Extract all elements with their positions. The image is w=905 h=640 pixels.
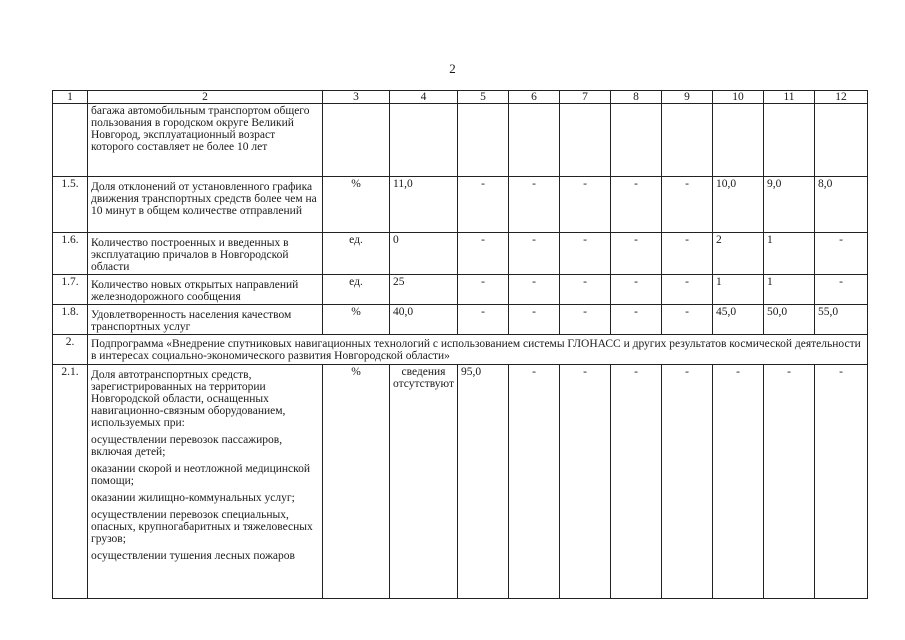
row-number: 1.6. — [53, 233, 88, 275]
value-cell — [713, 104, 764, 177]
indicator-line: осуществлении тушения лесных пожаров — [91, 550, 295, 562]
indicator-name: Доля отклонений от установленного графика движения транспортных средств более чем на 10 минут в общем количестве отправлений — [88, 177, 323, 233]
row-number: 2.1. — [53, 365, 88, 599]
value-cell: - — [611, 365, 662, 599]
subprogram-title: Подпрограмма «Внедрение спутниковых навигационных технологий с использованием системы ГЛОНАСС и других результатов космической деятельности в интересах социально-экономического развития Новгородской области» — [88, 335, 868, 365]
value-cell: 25 — [390, 275, 458, 305]
row-number: 1.8. — [53, 305, 88, 335]
column-header: 5 — [458, 91, 509, 104]
table-row — [53, 177, 868, 233]
table-row — [53, 233, 868, 275]
unit-cell: ед. — [323, 233, 390, 275]
value-cell: - — [662, 275, 713, 305]
table-row — [53, 275, 868, 305]
indicator-name: Количество построенных и введенных в эксплуатацию причалов в Новгородской области — [88, 233, 323, 275]
value-cell: - — [815, 233, 868, 275]
table-row — [53, 104, 868, 177]
value-cell: - — [458, 275, 509, 305]
column-header: 12 — [815, 91, 868, 104]
value-cell: - — [611, 275, 662, 305]
value-cell: - — [509, 305, 560, 335]
column-header: 11 — [764, 91, 815, 104]
value-cell: - — [509, 233, 560, 275]
row-number — [53, 104, 88, 177]
value-cell: 1 — [764, 233, 815, 275]
indicator-line: Доля автотранспортных средств, зарегистрированных на территории Новгородской области, оснащенных навигационно-связным оборудованием, используемых при: — [91, 369, 286, 429]
value-cell: - — [611, 233, 662, 275]
value-cell: - — [509, 365, 560, 599]
value-cell: - — [560, 305, 611, 335]
value-cell: - — [509, 275, 560, 305]
value-cell: 9,0 — [764, 177, 815, 233]
value-cell: - — [560, 365, 611, 599]
column-header: 4 — [390, 91, 458, 104]
column-header: 2 — [88, 91, 323, 104]
value-cell: - — [458, 305, 509, 335]
value-cell: 1 — [764, 275, 815, 305]
unit-cell: % — [323, 365, 390, 599]
value-cell: 0 — [390, 233, 458, 275]
value-cell: - — [611, 305, 662, 335]
indicator-line: оказании скорой и неотложной медицинской помощи; — [91, 463, 311, 487]
value-cell: - — [560, 177, 611, 233]
value-cell: сведения отсутствуют — [390, 365, 458, 599]
row-number: 1.7. — [53, 275, 88, 305]
value-cell: 50,0 — [764, 305, 815, 335]
value-cell: - — [713, 365, 764, 599]
unit-cell: % — [323, 305, 390, 335]
column-header: 9 — [662, 91, 713, 104]
value-cell: - — [560, 275, 611, 305]
column-header: 8 — [611, 91, 662, 104]
value-cell — [662, 104, 713, 177]
indicator-line: осуществлении перевозок специальных, опасных, крупногабаритных и тяжеловесных грузов; — [91, 509, 313, 545]
value-cell: - — [815, 365, 868, 599]
value-cell: - — [815, 275, 868, 305]
unit-cell: ед. — [323, 275, 390, 305]
value-cell: - — [458, 177, 509, 233]
value-cell: - — [662, 305, 713, 335]
value-cell — [390, 104, 458, 177]
value-cell — [611, 104, 662, 177]
table-row — [53, 365, 868, 599]
column-header: 1 — [53, 91, 88, 104]
table-row — [53, 305, 868, 335]
row-number: 2. — [53, 335, 88, 365]
value-cell: 10,0 — [713, 177, 764, 233]
value-cell: 2 — [713, 233, 764, 275]
unit-cell — [323, 104, 390, 177]
value-cell: 8,0 — [815, 177, 868, 233]
value-cell: - — [509, 177, 560, 233]
unit-cell: % — [323, 177, 390, 233]
table-header-row — [53, 91, 868, 104]
value-cell: - — [764, 365, 815, 599]
value-cell — [509, 104, 560, 177]
subprogram-row — [53, 335, 868, 365]
row-number: 1.5. — [53, 177, 88, 233]
value-cell — [815, 104, 868, 177]
column-header: 3 — [323, 91, 390, 104]
value-cell: 95,0 — [458, 365, 509, 599]
value-cell: 55,0 — [815, 305, 868, 335]
value-cell: - — [662, 233, 713, 275]
value-cell — [458, 104, 509, 177]
indicator-name: багажа автомобильным транспортом общего пользования в городском округе Великий Новгород, эксплуатационный возраст которого составляет не более 10 лет — [88, 104, 323, 177]
column-header: 7 — [560, 91, 611, 104]
value-cell: 45,0 — [713, 305, 764, 335]
column-header: 10 — [713, 91, 764, 104]
value-cell: 11,0 — [390, 177, 458, 233]
value-cell: 1 — [713, 275, 764, 305]
indicator-line: оказании жилищно-коммунальных услуг; — [91, 492, 295, 504]
value-cell: - — [662, 177, 713, 233]
value-cell: - — [560, 233, 611, 275]
value-cell: - — [662, 365, 713, 599]
value-cell: 40,0 — [390, 305, 458, 335]
value-cell: - — [611, 177, 662, 233]
indicator-name: Количество новых открытых направлений железнодорожного сообщения — [88, 275, 323, 305]
value-cell — [560, 104, 611, 177]
page-number: 2 — [449, 61, 456, 76]
indicator-line: осуществлении перевозок пассажиров, включая детей; — [91, 434, 283, 458]
value-cell — [764, 104, 815, 177]
column-header: 6 — [509, 91, 560, 104]
indicator-name — [88, 365, 323, 599]
indicators-table — [52, 90, 868, 599]
value-cell: - — [458, 233, 509, 275]
indicator-name: Удовлетворенность населения качеством транспортных услуг — [88, 305, 323, 335]
